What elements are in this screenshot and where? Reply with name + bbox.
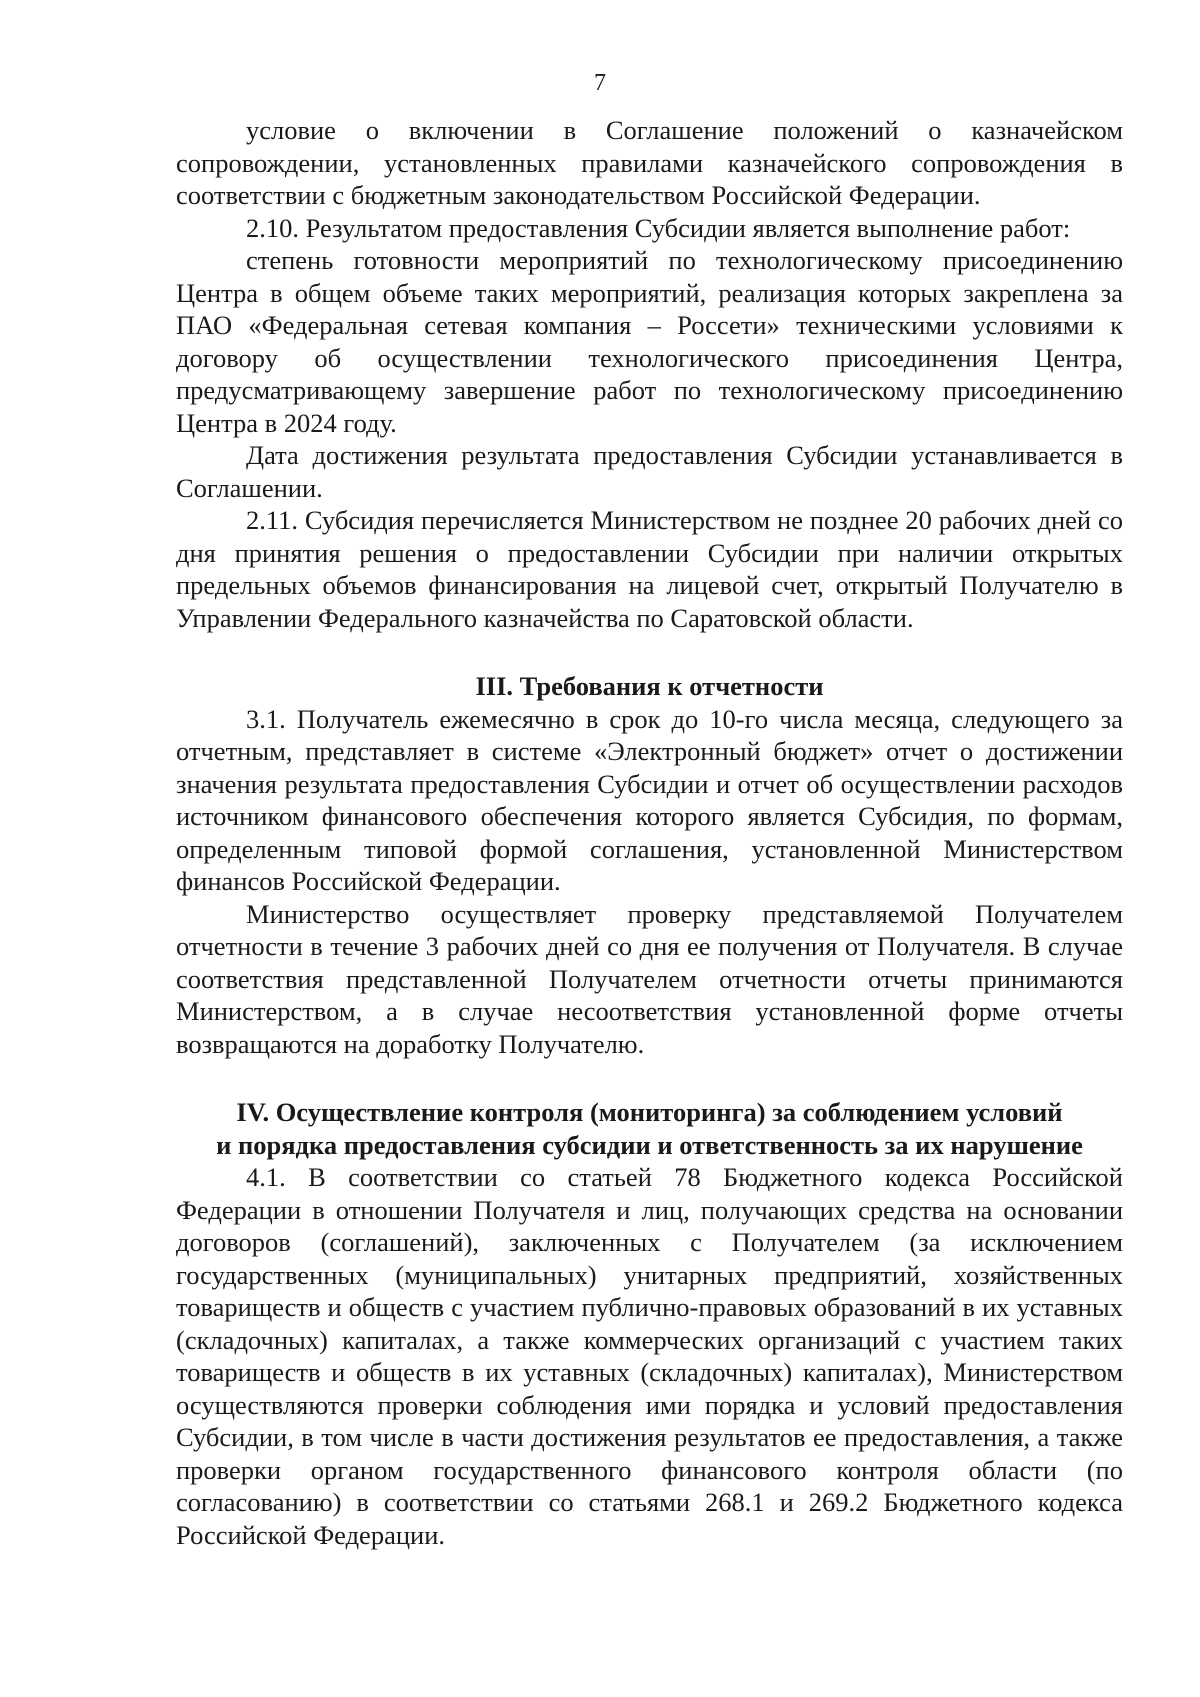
paragraph-ministry-check: Министерство осуществляет проверку представляемой Получателем отчетности в течение 3 рабочих дней со дня ее получения от Получателя. В случае соответствия представленной Получателем отчетности отчеты принимаются Министерством, а в случае несоответствия установленной форме отчеты возвращаются на доработку Получателю.	[176, 898, 1123, 1059]
section-4-title-line2: и порядка предоставления субсидии и ответственность за их нарушение	[216, 1129, 1083, 1160]
paragraph-3-1: 3.1. Получатель ежемесячно в срок до 10-го числа месяца, следующего за отчетным, представляет в системе «Электронный бюджет» отчет о достижении значения результата предоставления Субсидии и отчет об осуществлении расходов источником финансового обеспечения которого является Субсидия, по формам, определенным типовой формой соглашения, установленной Министерством финансов Российской Федерации.	[176, 703, 1123, 896]
paragraph-treasury-support: условие о включении в Соглашение положений о казначейском сопровождении, установленных правилами казначейского сопровождения в соответствии с бюджетным законодательством Российской Федерации.	[176, 115, 1123, 210]
paragraph-result-date: Дата достижения результата предоставления Субсидии устанавливается в Соглашении.	[176, 440, 1123, 503]
section-4-title-line1: IV. Осуществление контроля (мониторинга) за соблюдением условий	[236, 1097, 1063, 1127]
page-number: 7	[594, 70, 606, 96]
document-body	[176, 114, 1123, 1551]
section-3-title: III. Требования к отчетности	[475, 671, 824, 701]
paragraph-2-10: 2.10. Результатом предоставления Субсидии является выполнение работ:	[246, 212, 1071, 243]
paragraph-readiness-degree: степень готовности мероприятий по технологическому присоединению Центра в общем объеме таких мероприятий, реализация которых закреплена за ПАО «Федеральная сетевая компания – Россети» техническими условиями к договору об осуществлении технологического присоединения Центра, предусматривающему завершение работ по технологическому присоединению Центра в 2024 году.	[176, 245, 1123, 438]
paragraph-2-11: 2.11. Субсидия перечисляется Министерством не позднее 20 рабочих дней со дня принятия решения о предоставлении Субсидии при наличии открытых предельных объемов финансирования на лицевой счет, открытый Получателю в Управлении Федерального казначейства по Саратовской области.	[176, 505, 1123, 633]
paragraph-4-1: 4.1. В соответствии со статьей 78 Бюджетного кодекса Российской Федерации в отношении Получателя и лиц, получающих средства на основании договоров (соглашений), заключенных с Получателем (за исключением государственных (муниципальных) унитарных предприятий, хозяйственных товариществ и обществ с участием публично-правовых образований в их уставных (складочных) капиталах, а также коммерческих организаций с участием таких товариществ и обществ в их уставных (складочных) капиталах), Министерством осуществляются проверки соблюдения ими порядка и условий предоставления Субсидии, в том числе в части достижения результатов ее предоставления, а также проверки органом государственного финансового контроля области (по согласованию) в соответствии со статьями 268.1 и 269.2 Бюджетного кодекса Российской Федерации.	[176, 1162, 1123, 1550]
